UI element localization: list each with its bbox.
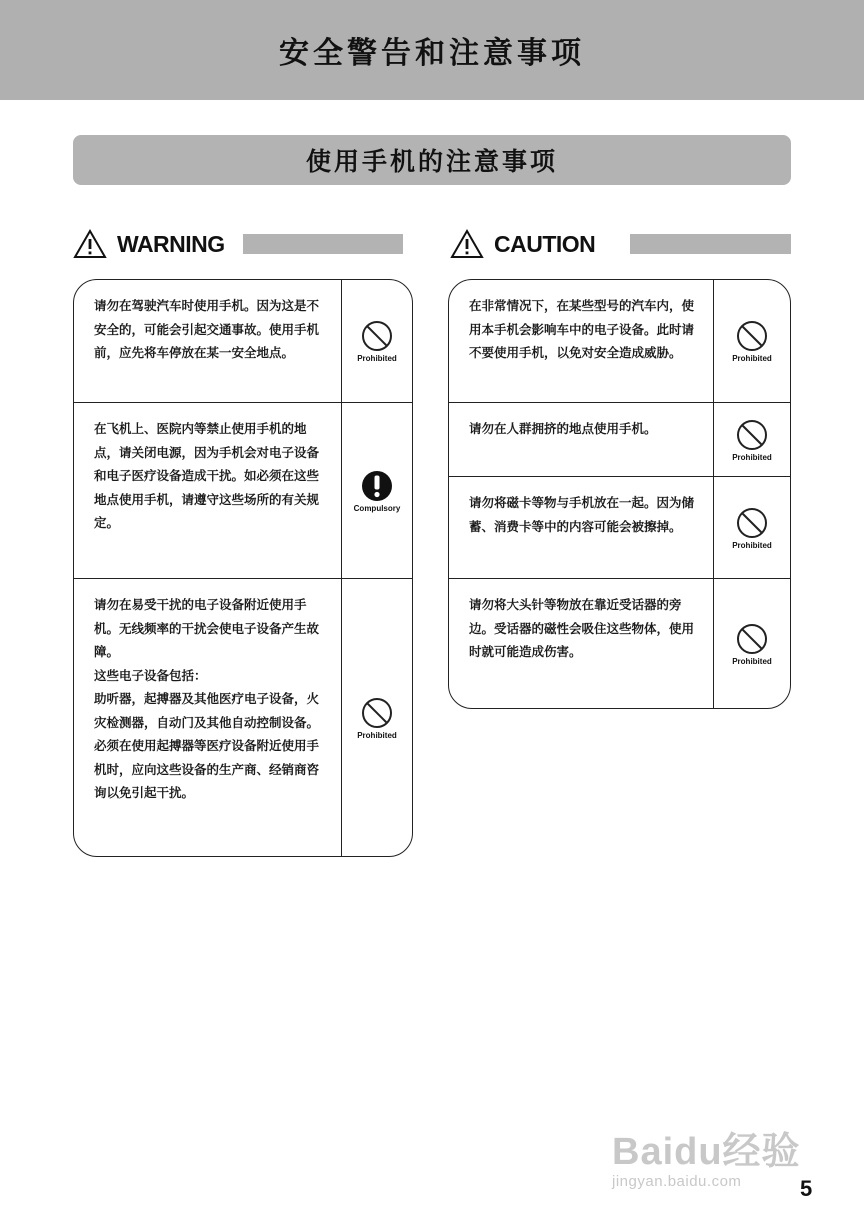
caution-row-text: 请勿将大头针等物放在靠近受话器的旁边。受话器的磁性会吸住这些物体，使用时就可能造成伤害。 [449,579,714,708]
warning-header [73,228,403,260]
page-number: 5 [800,1176,813,1201]
compulsory-icon [360,469,394,503]
baidu-watermark [612,1120,801,1190]
section-title: 使用手机的注意事项 [305,147,558,176]
prohibited-sign [342,579,412,856]
warning-label: WARNING [117,230,225,257]
header-bar [0,0,864,100]
prohibited-icon [735,622,769,656]
compulsory-sign [342,403,412,578]
caution-header-bar [630,234,791,254]
icon-caption: Prohibited [357,354,397,363]
warning-triangle-icon [73,229,107,259]
caution-row [449,578,790,708]
prohibited-icon [735,418,769,452]
caution-row [449,280,790,402]
icon-caption: Prohibited [732,354,772,363]
prohibited-sign [714,477,790,578]
icon-caption: Prohibited [732,540,772,550]
prohibited-sign [714,403,790,476]
caution-header [450,228,791,260]
caution-label: CAUTION [494,230,596,257]
page-title: 安全警告和注意事项 [279,36,585,71]
warning-row [74,578,412,856]
section-title-bar [73,135,791,185]
caution-row-text: 请勿将磁卡等物与手机放在一起。因为储蓄、消费卡等中的内容可能会被擦掉。 [449,477,714,578]
warning-row [74,280,412,402]
caution-row [449,476,790,578]
icon-caption: Prohibited [357,730,397,740]
warning-row [74,402,412,578]
prohibited-icon [360,319,394,353]
warning-row-text: 请勿在易受干扰的电子设备附近使用手机。无线频率的干扰会使电子设备产生故障。 这些电子设备包括： 助听器，起搏器及其他医疗电子设备，火灾检测器，自动门及其他自动控制设备。 必须在使用起搏器等医疗设备附近使用手机时，应向这些设备的生产商、经销商咨询以免引起干扰。 [74,579,342,856]
icon-caption: Prohibited [732,452,772,462]
prohibited-sign [342,280,412,402]
prohibited-icon [735,506,769,540]
watermark-url: jingyan.baidu.com [612,1173,742,1190]
caution-row-text: 在非常情况下，在某些型号的汽车内，使用本手机会影响车中的电子设备。此时请不要使用手机，以免对安全造成威胁。 [449,280,714,402]
prohibited-icon [735,319,769,353]
prohibited-sign [714,280,790,402]
warning-header-bar [243,234,403,254]
caution-box [448,279,791,709]
icon-caption: Compulsory [353,503,401,513]
warning-row-text: 在飞机上、医院内等禁止使用手机的地点，请关闭电源，因为手机会对电子设备和电子医疗设备造成干扰。如必须在这些地点使用手机，请遵守这些场所的有关规定。 [74,403,342,578]
watermark-brand: Baidu经验 [612,1131,801,1173]
prohibited-icon [360,696,394,730]
caution-triangle-icon [450,229,484,259]
caution-row [449,402,790,476]
warning-box [73,279,413,857]
warning-row-text: 请勿在驾驶汽车时使用手机。因为这是不安全的，可能会引起交通事故。使用手机前，应先将车停放在某一安全地点。 [74,280,342,402]
prohibited-sign [714,579,790,708]
caution-row-text: 请勿在人群拥挤的地点使用手机。 [449,403,714,476]
icon-caption: Prohibited [732,656,772,666]
